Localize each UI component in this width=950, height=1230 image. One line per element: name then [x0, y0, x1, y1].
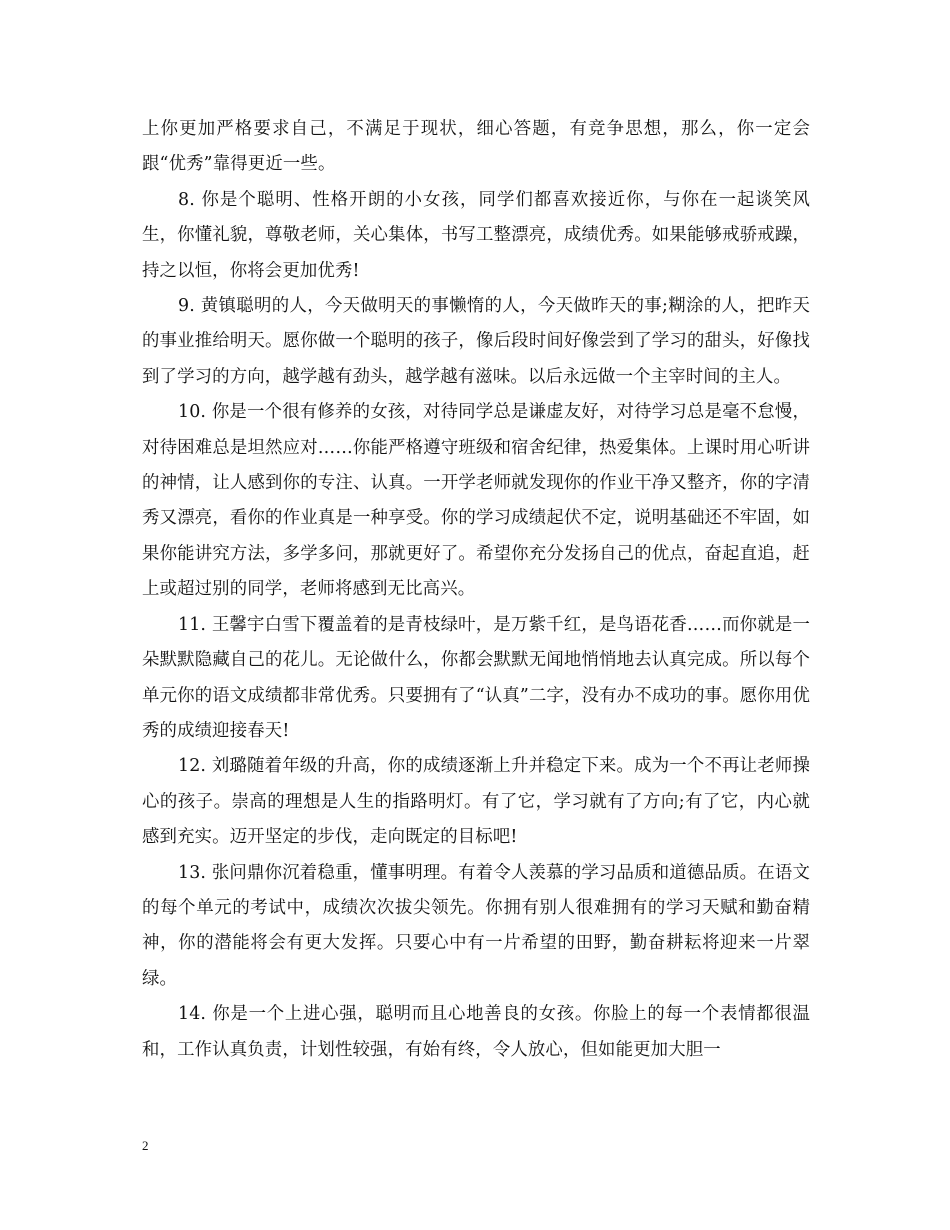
paragraph-item-12: 12. 刘璐随着年级的升高，你的成绩逐渐上升并稳定下来。成为一个不再让老师操心的孩子。崇高的理想是人生的指路明灯。有了它，学习就有了方向;有了它，内心就感到充实。迈开坚定的步伐，走向既定的目标吧! — [142, 756, 810, 848]
document-body — [142, 112, 810, 1068]
paragraph-item-9: 9. 黄镇聪明的人，今天做明天的事懒惰的人，今天做昨天的事;糊涂的人，把昨天的事业推给明天。愿你做一个聪明的孩子，像后段时间好像尝到了学习的甜头，好像找到了学习的方向，越学越有劲头，越学越有滋味。以后永远做一个主宰时间的主人。 — [142, 296, 810, 387]
paragraph-item-14: 14. 你是一个上进心强，聪明而且心地善良的女孩。你脸上的每一个表情都很温和，工作认真负责，计划性较强，有始有终，令人放心，但如能更加大胆一 — [142, 1004, 810, 1060]
paragraph-item-10: 10. 你是一个很有修养的女孩，对待同学总是谦虚友好，对待学习总是毫不怠慢，对待困难总是坦然应对……你能严格遵守班级和宿舍纪律，热爱集体。上课时用心听讲的神情，让人感到你的专注、认真。一开学老师就发现你的作业干净又整齐，你的字清秀又漂亮，看你的作业真是一种享受。你的学习成绩起伏不定，说明基础还不牢固，如果你能讲究方法，多学多问，那就更好了。希望你充分发扬自己的优点，奋起直追，赶上或超过别的同学，老师将感到无比高兴。 — [142, 402, 810, 600]
paragraph-item-8: 8. 你是个聪明、性格开朗的小女孩，同学们都喜欢接近你，与你在一起谈笑风生，你懂礼貌，尊敬老师，关心集体，书写工整漂亮，成绩优秀。如果能够戒骄戒躁，持之以恒，你将会更加优秀! — [142, 189, 810, 281]
page-number: 2 — [142, 1138, 149, 1153]
paragraph-item-13: 13. 张问鼎你沉着稳重，懂事明理。有着令人羡慕的学习品质和道德品质。在语文的每个单元的考试中，成绩次次拔尖领先。你拥有别人很难拥有的学习天赋和勤奋精神，你的潜能将会有更大发挥。只要心中有一片希望的田野，勤奋耕耘将迎来一片翠绿。 — [142, 862, 810, 989]
paragraph-continuation: 上你更加严格要求自己，不满足于现状，细心答题，有竞争思想，那么，你一定会跟“优秀”靠得更近一些。 — [142, 119, 810, 175]
paragraph-item-11: 11. 王馨宇白雪下覆盖着的是青枝绿叶，是万紫千红，是鸟语花香……而你就是一朵默默隐藏自己的花儿。无论做什么，你都会默默无闻地悄悄地去认真完成。所以每个单元你的语文成绩都非常优秀。只要拥有了“认真”二字，没有办不成功的事。愿你用优秀的成绩迎接春天! — [142, 614, 810, 741]
